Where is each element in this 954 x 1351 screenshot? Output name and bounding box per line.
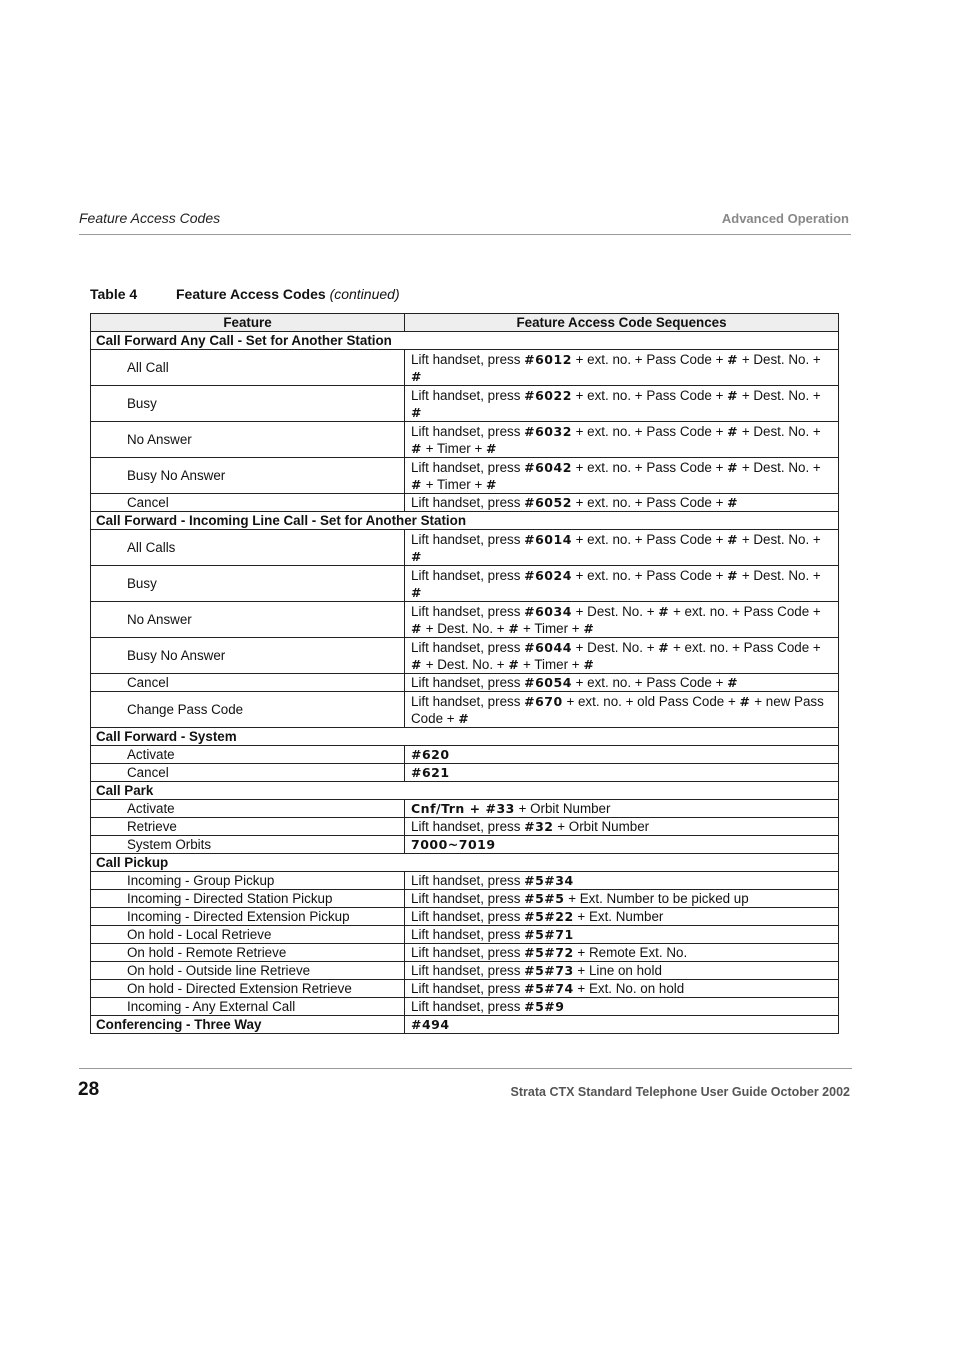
sequence-cell: Lift handset, press #670 + ext. no. + old Pass Code + # + new Pass Code + # [405, 692, 839, 728]
section-cf-system: Call Forward - System [91, 728, 839, 746]
sequence-cell: Lift handset, press #6012 + ext. no. + Pass Code + # + Dest. No. + # [405, 350, 839, 386]
sequence-cell: #621 [405, 764, 839, 782]
section-call-pickup: Call Pickup [91, 854, 839, 872]
table-row [91, 638, 839, 674]
table-row [91, 746, 839, 764]
sequence-cell: Lift handset, press #5#72 + Remote Ext. No. [405, 944, 839, 962]
footer-document-title: Strata CTX Standard Telephone User Guide October 2002 [510, 1085, 850, 1099]
running-header-title: Feature Access Codes [79, 210, 221, 226]
sequence-cell: Lift handset, press #6034 + Dest. No. + # + ext. no. + Pass Code + # + Dest. No. + # + Timer + # [405, 602, 839, 638]
feature-cell: Busy No Answer [91, 638, 405, 674]
section-cf-any-call: Call Forward Any Call - Set for Another Station [91, 332, 839, 350]
feature-cell: Busy [91, 566, 405, 602]
table-row [91, 890, 839, 908]
table-number: Table 4 [90, 286, 138, 302]
feature-cell: All Call [91, 350, 405, 386]
page-number: 28 [78, 1079, 100, 1100]
section-row [91, 782, 839, 800]
feature-cell: No Answer [91, 422, 405, 458]
table-row [91, 530, 839, 566]
feature-cell: On hold - Directed Extension Retrieve [91, 980, 405, 998]
feature-cell: Busy No Answer [91, 458, 405, 494]
feature-cell: Change Pass Code [91, 692, 405, 728]
feature-cell: All Calls [91, 530, 405, 566]
section-row [91, 728, 839, 746]
running-header-section: Advanced Operation [721, 211, 849, 226]
header-rule [79, 234, 851, 235]
sequence-cell: Lift handset, press #6022 + ext. no. + Pass Code + # + Dest. No. + # [405, 386, 839, 422]
feature-cell: System Orbits [91, 836, 405, 854]
table-row [91, 386, 839, 422]
table-row [91, 836, 839, 854]
table-row [91, 944, 839, 962]
table-row [91, 926, 839, 944]
table-row [91, 494, 839, 512]
sequence-cell: Lift handset, press #5#73 + Line on hold [405, 962, 839, 980]
sequence-cell: Lift handset, press #6014 + ext. no. + Pass Code + # + Dest. No. + # [405, 530, 839, 566]
table-row [91, 998, 839, 1016]
feature-cell: Activate [91, 800, 405, 818]
table-row [91, 566, 839, 602]
sequence-cell: Lift handset, press #5#5 + Ext. Number to be picked up [405, 890, 839, 908]
section-conferencing: Conferencing - Three Way [91, 1016, 405, 1034]
feature-cell: Activate [91, 746, 405, 764]
feature-cell: Cancel [91, 764, 405, 782]
table-row [91, 764, 839, 782]
feature-cell: Busy [91, 386, 405, 422]
feature-cell: On hold - Remote Retrieve [91, 944, 405, 962]
table-row [91, 908, 839, 926]
column-header-sequences: Feature Access Code Sequences [405, 314, 839, 332]
feature-cell: Cancel [91, 494, 405, 512]
feature-cell: Incoming - Directed Extension Pickup [91, 908, 405, 926]
sequence-cell: Lift handset, press #6052 + ext. no. + Pass Code + # [405, 494, 839, 512]
section-row [91, 854, 839, 872]
sequence-cell: Lift handset, press #6024 + ext. no. + Pass Code + # + Dest. No. + # [405, 566, 839, 602]
table-row [91, 602, 839, 638]
section-cf-incoming-line: Call Forward - Incoming Line Call - Set for Another Station [91, 512, 839, 530]
feature-cell: Incoming - Any External Call [91, 998, 405, 1016]
feature-cell: Incoming - Group Pickup [91, 872, 405, 890]
sequence-cell: Lift handset, press #6044 + Dest. No. + # + ext. no. + Pass Code + # + Dest. No. + # + Timer + # [405, 638, 839, 674]
table-row [91, 674, 839, 692]
sequence-cell: Lift handset, press #5#74 + Ext. No. on hold [405, 980, 839, 998]
table-row [91, 872, 839, 890]
table-row [91, 980, 839, 998]
table-row [91, 350, 839, 386]
feature-cell: Retrieve [91, 818, 405, 836]
table-row [91, 962, 839, 980]
feature-cell: No Answer [91, 602, 405, 638]
sequence-cell: 7000~7019 [405, 836, 839, 854]
table-row [91, 800, 839, 818]
feature-cell: On hold - Outside line Retrieve [91, 962, 405, 980]
table-header-row [91, 314, 839, 332]
sequence-cell: Lift handset, press #6042 + ext. no. + Pass Code + # + Dest. No. + # + Timer + # [405, 458, 839, 494]
feature-cell: Cancel [91, 674, 405, 692]
section-row [91, 512, 839, 530]
column-header-feature: Feature [91, 314, 405, 332]
table-continued: (continued) [329, 286, 400, 302]
feature-access-codes-table [90, 313, 839, 1034]
sequence-cell: Lift handset, press #5#71 [405, 926, 839, 944]
sequence-cell: Cnf/Trn + #33 + Orbit Number [405, 800, 839, 818]
sequence-cell: Lift handset, press #5#34 [405, 872, 839, 890]
footer-rule [79, 1068, 852, 1069]
table-row [91, 458, 839, 494]
sequence-cell: Lift handset, press #6054 + ext. no. + Pass Code + # [405, 674, 839, 692]
sequence-cell: Lift handset, press #32 + Orbit Number [405, 818, 839, 836]
table-caption [90, 286, 400, 302]
section-row [91, 1016, 839, 1034]
table-row [91, 422, 839, 458]
sequence-cell: Lift handset, press #6032 + ext. no. + Pass Code + # + Dest. No. + # + Timer + # [405, 422, 839, 458]
sequence-cell: Lift handset, press #5#22 + Ext. Number [405, 908, 839, 926]
feature-cell: On hold - Local Retrieve [91, 926, 405, 944]
sequence-cell: #494 [405, 1016, 839, 1034]
feature-cell: Incoming - Directed Station Pickup [91, 890, 405, 908]
sequence-cell: Lift handset, press #5#9 [405, 998, 839, 1016]
table-row [91, 692, 839, 728]
sequence-cell: #620 [405, 746, 839, 764]
section-row [91, 332, 839, 350]
table-row [91, 818, 839, 836]
table-title: Feature Access Codes [176, 286, 326, 302]
section-call-park: Call Park [91, 782, 839, 800]
